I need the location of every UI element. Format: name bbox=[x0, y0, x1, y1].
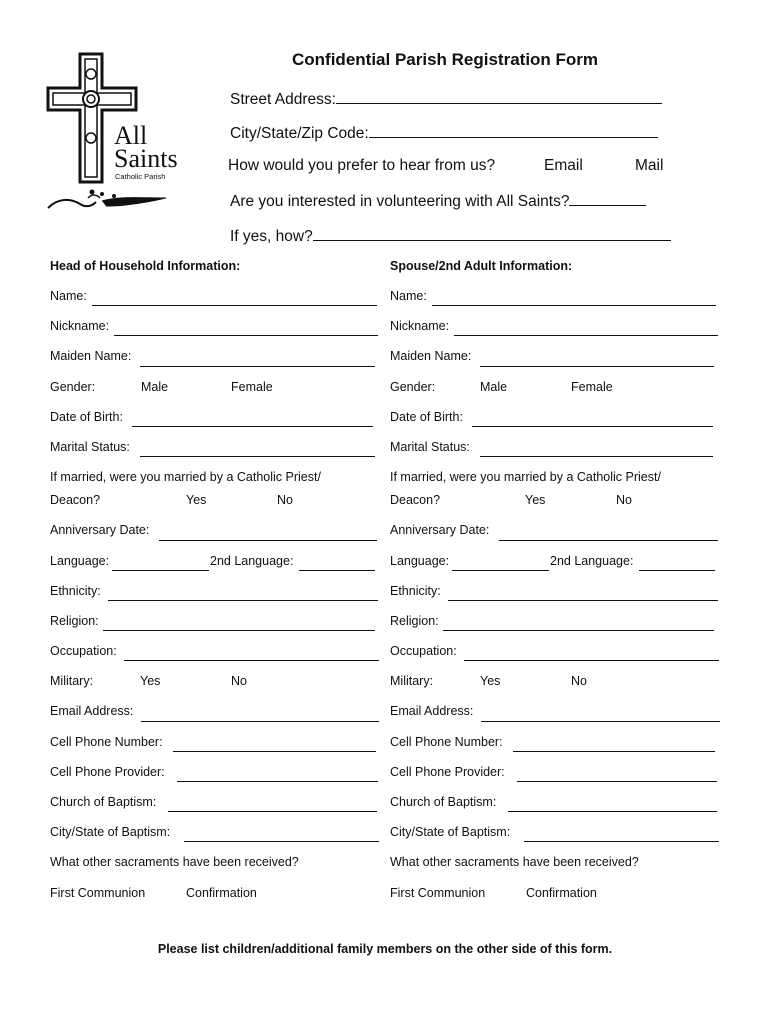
hoh-marital-label: Marital Status: bbox=[50, 439, 130, 454]
volunteer-label: Are you interested in volunteering with All Saints? bbox=[230, 193, 570, 210]
spouse-occupation-label: Occupation: bbox=[390, 644, 457, 659]
hoh-dob-row bbox=[50, 405, 380, 435]
head-of-household-section bbox=[50, 254, 380, 911]
hoh-anniversary-field[interactable] bbox=[159, 540, 377, 541]
volunteer-how-label: If yes, how? bbox=[230, 228, 313, 245]
hoh-religion-field[interactable] bbox=[103, 630, 375, 631]
hoh-email-label: Email Address: bbox=[50, 704, 134, 719]
spouse-cell-row bbox=[390, 730, 720, 760]
form-title: Confidential Parish Registration Form bbox=[292, 50, 599, 69]
hoh-name-label: Name: bbox=[50, 289, 87, 303]
spouse-anniversary-field[interactable] bbox=[499, 540, 718, 541]
spouse-marital-row bbox=[390, 435, 720, 465]
spouse-language2-field[interactable] bbox=[639, 570, 715, 571]
hoh-gender-male-option[interactable]: Male bbox=[141, 379, 169, 394]
hoh-married-question-row bbox=[50, 465, 380, 488]
hoh-city-baptism-field[interactable] bbox=[184, 841, 379, 842]
spouse-maiden-field[interactable] bbox=[480, 366, 714, 367]
spouse-gender-row bbox=[390, 375, 720, 405]
volunteer-field[interactable] bbox=[569, 191, 646, 206]
spouse-ethnicity-row bbox=[390, 579, 720, 609]
spouse-sacraments-options-row bbox=[390, 881, 720, 911]
parish-logo bbox=[40, 48, 178, 218]
hoh-email-field[interactable] bbox=[141, 721, 379, 722]
hoh-maiden-label: Maiden Name: bbox=[50, 349, 132, 364]
spouse-provider-row bbox=[390, 760, 720, 790]
hoh-marital-row bbox=[50, 435, 380, 465]
hoh-anniversary-label: Anniversary Date: bbox=[50, 523, 150, 538]
street-address-field[interactable] bbox=[336, 89, 662, 104]
hoh-confirmation-option[interactable]: Confirmation bbox=[186, 885, 257, 900]
contact-email-option[interactable]: Email bbox=[544, 157, 583, 174]
spouse-marital-label: Marital Status: bbox=[390, 439, 470, 454]
hoh-married-answer-row bbox=[50, 488, 380, 518]
spouse-language-field[interactable] bbox=[452, 570, 549, 571]
spouse-nickname-row bbox=[390, 314, 720, 344]
hoh-occupation-field[interactable] bbox=[124, 660, 379, 661]
hoh-ethnicity-row bbox=[50, 579, 380, 609]
volunteer-row bbox=[230, 191, 646, 211]
spouse-language2-label: 2nd Language: bbox=[550, 553, 634, 568]
spouse-ethnicity-label: Ethnicity: bbox=[390, 583, 441, 598]
hoh-married-question-cont: Deacon? bbox=[50, 493, 101, 508]
hoh-email-row bbox=[50, 699, 380, 729]
spouse-cell-label: Cell Phone Number: bbox=[390, 734, 503, 749]
spouse-provider-field[interactable] bbox=[517, 781, 717, 782]
hoh-married-yes-option[interactable]: Yes bbox=[186, 493, 207, 508]
hoh-name-row bbox=[50, 284, 380, 314]
spouse-name-label: Name: bbox=[390, 289, 427, 303]
spouse-dob-row bbox=[390, 405, 720, 435]
logo-line-all: All bbox=[114, 121, 148, 150]
hoh-maiden-field[interactable] bbox=[140, 366, 375, 367]
hoh-nickname-row bbox=[50, 314, 380, 344]
hoh-religion-label: Religion: bbox=[50, 613, 99, 628]
spouse-married-yes-option[interactable]: Yes bbox=[525, 493, 546, 508]
hoh-church-field[interactable] bbox=[168, 811, 377, 812]
spouse-language-label: Language: bbox=[390, 553, 450, 568]
spouse-married-question-label: If married, were you married by a Catholic Priest/ bbox=[390, 470, 661, 485]
spouse-name-row bbox=[390, 284, 720, 314]
hoh-anniversary-row bbox=[50, 518, 380, 548]
hoh-language2-label: 2nd Language: bbox=[210, 553, 294, 568]
spouse-occupation-field[interactable] bbox=[464, 660, 719, 661]
hoh-first-communion-option[interactable]: First Communion bbox=[50, 885, 146, 900]
spouse-email-row bbox=[390, 699, 720, 729]
spouse-anniversary-row bbox=[390, 518, 720, 548]
spouse-religion-field[interactable] bbox=[443, 630, 714, 631]
spouse-military-yes-option[interactable]: Yes bbox=[480, 674, 501, 689]
spouse-city-baptism-field[interactable] bbox=[524, 841, 719, 842]
hoh-sacraments-options-row bbox=[50, 881, 380, 911]
hoh-married-question-label: If married, were you married by a Catholic Priest/ bbox=[50, 470, 321, 485]
hoh-dob-field[interactable] bbox=[132, 426, 373, 427]
hoh-city-baptism-label: City/State of Baptism: bbox=[50, 825, 171, 840]
spouse-occupation-row bbox=[390, 639, 720, 669]
spouse-marital-field[interactable] bbox=[480, 456, 713, 457]
spouse-language-row bbox=[390, 549, 720, 579]
spouse-dob-field[interactable] bbox=[472, 426, 713, 427]
hoh-cell-row bbox=[50, 730, 380, 760]
spouse-email-label: Email Address: bbox=[390, 704, 474, 719]
hoh-married-no-option[interactable]: No bbox=[277, 493, 293, 508]
spouse-military-row bbox=[390, 669, 720, 699]
spouse-ethnicity-field[interactable] bbox=[448, 600, 718, 601]
hoh-nickname-field[interactable] bbox=[114, 335, 378, 336]
hoh-marital-field[interactable] bbox=[140, 456, 375, 457]
spouse-city-baptism-label: City/State of Baptism: bbox=[390, 825, 511, 840]
footer-note: Please list children/additional family members on the other side of this form. bbox=[157, 942, 613, 956]
hoh-religion-row bbox=[50, 609, 380, 639]
hoh-provider-row bbox=[50, 760, 380, 790]
hoh-occupation-row bbox=[50, 639, 380, 669]
volunteer-how-field[interactable] bbox=[313, 226, 671, 241]
volunteer-how-row bbox=[230, 226, 671, 246]
spouse-gender-label: Gender: bbox=[390, 379, 436, 394]
spouse-city-baptism-row bbox=[390, 820, 720, 850]
city-state-zip-row bbox=[230, 123, 658, 143]
spouse-dob-label: Date of Birth: bbox=[390, 409, 463, 424]
hoh-language2-field[interactable] bbox=[299, 570, 375, 571]
contact-preference-label: How would you prefer to hear from us? bbox=[228, 157, 496, 174]
spouse-first-communion-option[interactable]: First Communion bbox=[390, 885, 486, 900]
spouse-sacraments-row bbox=[390, 850, 720, 880]
hoh-language-field[interactable] bbox=[112, 570, 209, 571]
hoh-sacraments-row bbox=[50, 850, 380, 880]
spouse-church-field[interactable] bbox=[508, 811, 717, 812]
spouse-maiden-row bbox=[390, 344, 720, 374]
street-address-row bbox=[230, 89, 662, 109]
spouse-provider-label: Cell Phone Provider: bbox=[390, 764, 505, 779]
hoh-name-field[interactable] bbox=[92, 305, 377, 306]
hoh-cell-field[interactable] bbox=[173, 751, 376, 752]
street-address-label: Street Address: bbox=[230, 91, 336, 108]
hoh-language-label: Language: bbox=[50, 553, 110, 568]
cross-icon bbox=[40, 48, 175, 218]
spouse-married-question-cont: Deacon? bbox=[390, 493, 441, 508]
spouse-nickname-field[interactable] bbox=[454, 335, 718, 336]
hoh-ethnicity-field[interactable] bbox=[108, 600, 378, 601]
hoh-city-baptism-row bbox=[50, 820, 380, 850]
hoh-occupation-label: Occupation: bbox=[50, 644, 117, 659]
spouse-military-no-option[interactable]: No bbox=[571, 674, 587, 689]
contact-mail-option[interactable]: Mail bbox=[635, 157, 664, 174]
hoh-church-label: Church of Baptism: bbox=[50, 795, 157, 809]
logo-line-parish: Catholic Parish bbox=[115, 172, 166, 181]
hoh-gender-female-option[interactable]: Female bbox=[231, 379, 273, 394]
hoh-military-label: Military: bbox=[50, 674, 94, 689]
hoh-military-row bbox=[50, 669, 380, 699]
city-state-zip-label: City/State/Zip Code: bbox=[230, 125, 369, 142]
hoh-dob-label: Date of Birth: bbox=[50, 409, 123, 424]
hoh-military-yes-option[interactable]: Yes bbox=[140, 674, 161, 689]
spouse-church-label: Church of Baptism: bbox=[390, 795, 497, 809]
spouse-church-row bbox=[390, 790, 720, 820]
spouse-name-field[interactable] bbox=[432, 305, 716, 306]
hoh-gender-row bbox=[50, 375, 380, 405]
spouse-married-answer-row bbox=[390, 488, 720, 518]
head-of-household-heading: Head of Household Information: bbox=[50, 259, 241, 273]
hoh-provider-field[interactable] bbox=[177, 781, 378, 782]
hoh-sacraments-label: What other sacraments have been received? bbox=[50, 855, 299, 870]
spouse-married-no-option[interactable]: No bbox=[616, 493, 632, 508]
spouse-anniversary-label: Anniversary Date: bbox=[390, 523, 490, 538]
hoh-church-row bbox=[50, 790, 380, 820]
logo-line-saints: Saints bbox=[114, 144, 178, 173]
hoh-maiden-row bbox=[50, 344, 380, 374]
spouse-nickname-label: Nickname: bbox=[390, 319, 450, 334]
spouse-email-field[interactable] bbox=[481, 721, 720, 722]
spouse-confirmation-option[interactable]: Confirmation bbox=[526, 885, 597, 900]
hoh-military-no-option[interactable]: No bbox=[231, 674, 247, 689]
hoh-cell-label: Cell Phone Number: bbox=[50, 734, 163, 749]
spouse-gender-male-option[interactable]: Male bbox=[480, 379, 508, 394]
spouse-married-question-row bbox=[390, 465, 720, 488]
hoh-provider-label: Cell Phone Provider: bbox=[50, 764, 165, 779]
hoh-gender-label: Gender: bbox=[50, 379, 96, 394]
spouse-military-label: Military: bbox=[390, 674, 434, 689]
spouse-section bbox=[390, 254, 720, 911]
hoh-language-row bbox=[50, 549, 380, 579]
spouse-religion-row bbox=[390, 609, 720, 639]
spouse-religion-label: Religion: bbox=[390, 613, 439, 628]
city-state-zip-field[interactable] bbox=[369, 123, 658, 138]
spouse-heading: Spouse/2nd Adult Information: bbox=[390, 259, 573, 273]
hoh-nickname-label: Nickname: bbox=[50, 319, 110, 334]
hoh-ethnicity-label: Ethnicity: bbox=[50, 583, 101, 598]
spouse-cell-field[interactable] bbox=[513, 751, 715, 752]
spouse-gender-female-option[interactable]: Female bbox=[571, 379, 613, 394]
spouse-sacraments-label: What other sacraments have been received? bbox=[390, 855, 639, 870]
spouse-maiden-label: Maiden Name: bbox=[390, 349, 472, 364]
